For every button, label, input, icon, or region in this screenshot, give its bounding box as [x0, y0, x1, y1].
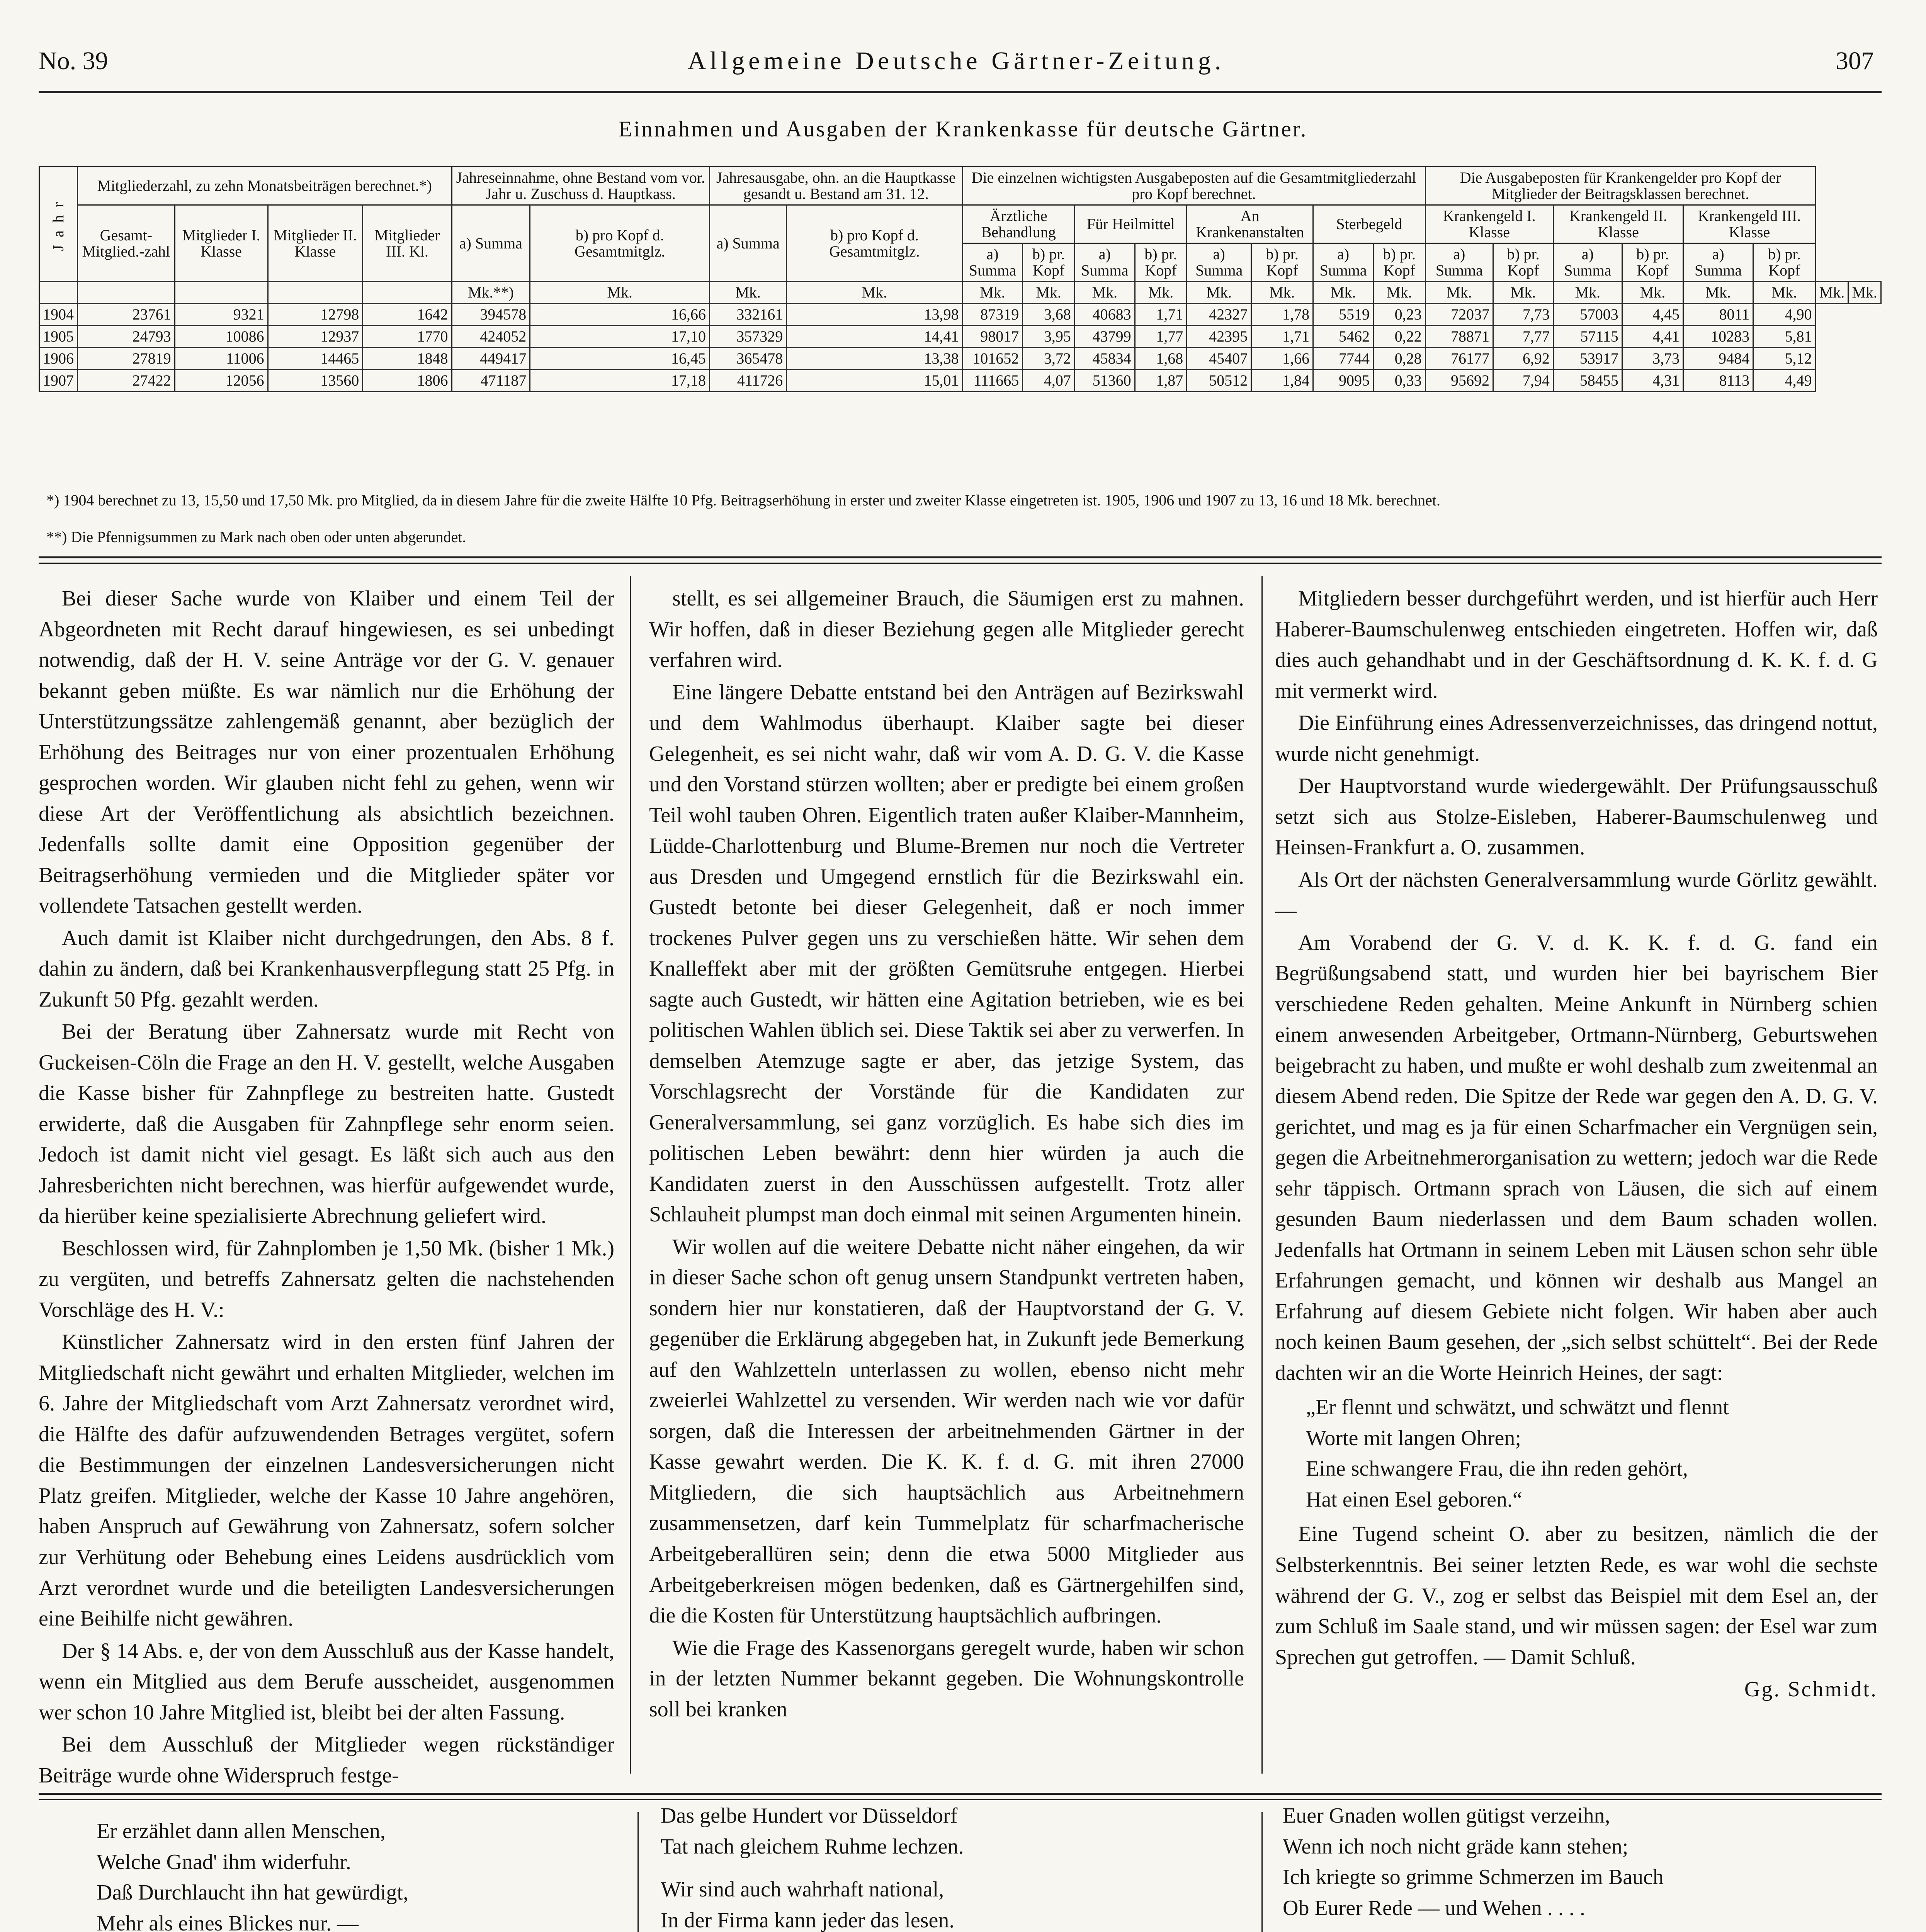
- table-cell: 58455: [1553, 370, 1622, 392]
- col-group-mitglieder: Mitgliederzahl, zu zehn Monatsbeiträgen berechnet.*): [78, 167, 452, 205]
- col-kg1: Krankengeld I. Klasse: [1425, 205, 1553, 243]
- page-number: 307: [1836, 47, 1874, 75]
- poem-line: Wir sind auch wahrhaft national,: [661, 1878, 944, 1902]
- table-header-row: [39, 205, 1881, 243]
- table-cell: 1,84: [1251, 370, 1313, 392]
- poem-line: Tat nach gleichem Ruhme lechzen.: [661, 1834, 964, 1859]
- article-paragraph: Eine längere Debatte entstand bei den Anträgen auf Bezirkswahl und dem Wahlmodus überhaupt. Klaiber sagte bei dieser Gelegenheit, es sei nicht wahr, daß wir vom A. D. G. V. die Kasse und den Vorstand stürzen wollten; aber er predigte bei einem großen Teil wohl tauben Ohren. Eigentlich traten außer Klaiber-Mannheim, Lüdde-Charlottenburg und Blume-Bremen nur noch die Vertreter aus Dresden und Umgegend ernstlich für die Bezirkswahl ein. Gustedt betonte bei dieser Gelegenheit, daß er noch immer trockenes Pulver gegen uns zu verschießen hätte. Wir sehen dem Knalleffekt aber mit der größten Gemütsruhe entgegen. Hierbei sagte auch Gustedt, wir hätten eine Agitation betrieben, wie es bei politischen Wahlen üblich sei. Diese Taktik sei aber zu verwerfen. In demselben Atemzuge sagte er aber, das jetzige System, das Vorschlagsrecht der Vorstände für die Kandidaten zur Generalversammlung, sei ganz vorzüglich. Es habe sich dies im politischen Leben bewährt: denn hier würden ja auch die Kandidaten zuerst in den Ausschüssen aufgestellt. Trotz aller Schlauheit plumpst man doch einmal mit seinen Argumenten hinein.: [649, 680, 1244, 1227]
- unit-cell: Mk.: [710, 282, 787, 304]
- unit-cell: Mk.: [1187, 282, 1251, 304]
- col-ausgabe-kopf: b) pro Kopf d. Gesamtmitglz.: [787, 205, 962, 282]
- table-cell: 365478: [710, 348, 787, 370]
- table-cell: 27819: [78, 348, 175, 370]
- unit-cell: Mk.: [1135, 282, 1187, 304]
- table-cell: 8113: [1683, 370, 1753, 392]
- table-cell: 42327: [1187, 304, 1251, 326]
- table-body: [39, 304, 1881, 392]
- table-cell: 9095: [1313, 370, 1374, 392]
- poem-line: Wenn ich noch nicht gräde kann stehen;: [1283, 1834, 1629, 1859]
- col-aerztlich: Ärztliche Behandlung: [962, 205, 1074, 243]
- sub-b: b) pr. Kopf: [1753, 243, 1816, 282]
- table-cell: 7,94: [1493, 370, 1554, 392]
- table-cell: 4,90: [1753, 304, 1816, 326]
- table-cell: 449417: [452, 348, 530, 370]
- table-footnote-2: **) Die Pfennigsummen zu Mark nach oben oder unten abgerundet.: [46, 528, 466, 546]
- col-group-posten: Die einzelnen wichtigsten Ausgabeposten auf die Gesamtmitgliederzahl pro Kopf berechnet.: [962, 167, 1425, 205]
- sub-b: b) pr. Kopf: [1023, 243, 1075, 282]
- table-cell: 51360: [1074, 370, 1135, 392]
- table-cell: 13,38: [787, 348, 962, 370]
- newspaper-title: Allgemeine Deutsche Gärtner-Zeitung.: [687, 47, 1225, 75]
- table-cell: 6,92: [1493, 348, 1554, 370]
- table-cell: 7744: [1313, 348, 1374, 370]
- table-cell: 3,72: [1023, 348, 1075, 370]
- table-cell: 4,07: [1023, 370, 1075, 392]
- unit-cell: Mk.: [1622, 282, 1683, 304]
- table-rule: [39, 556, 1882, 558]
- section-rule: [39, 1793, 1882, 1795]
- column-rule: [630, 576, 631, 1774]
- table-cell: 8011: [1683, 304, 1753, 326]
- table-cell: 471187: [452, 370, 530, 392]
- article-column-3: [1275, 583, 1878, 1705]
- unit-cell: Mk.: [1313, 282, 1374, 304]
- table-cell: 78871: [1425, 326, 1493, 348]
- table-cell: 27422: [78, 370, 175, 392]
- table-cell: 11006: [175, 348, 268, 370]
- table-row: [39, 370, 1881, 392]
- quote-line: Hat einen Esel geboren.“: [1306, 1487, 1522, 1512]
- table-cell: 45407: [1187, 348, 1251, 370]
- col-klasse3: Mitglieder III. Kl.: [363, 205, 452, 282]
- table-unit-row: [39, 282, 1881, 304]
- col-sterbegeld: Sterbegeld: [1313, 205, 1425, 243]
- table-cell: 5,12: [1753, 348, 1816, 370]
- table-cell: 10283: [1683, 326, 1753, 348]
- column-rule: [1261, 1812, 1263, 1932]
- sub-b: b) pr. Kopf: [1135, 243, 1187, 282]
- table-row: [39, 326, 1881, 348]
- table-cell: 24793: [78, 326, 175, 348]
- table-cell: 72037: [1425, 304, 1493, 326]
- year-cell: 1904: [39, 304, 78, 326]
- heine-quote: [1306, 1392, 1878, 1515]
- table-cell: 45834: [1074, 348, 1135, 370]
- year-cell: 1905: [39, 326, 78, 348]
- table-cell: 0,28: [1373, 348, 1425, 370]
- poem-line: Mehr als eines Blickes nur. —: [97, 1911, 359, 1932]
- table-cell: 3,68: [1023, 304, 1075, 326]
- article-paragraph: Künstlicher Zahnersatz wird in den ersten fünf Jahren der Mitgliedschaft nicht gewährt und erhalten Mitglieder, welchen im 6. Jahre der Mitgliedschaft vom Arzt Zahnersatz verordnet wird, die Hälfte des dafür aufzuwendenden Betrages vergütet, sofern die Bestimmungen der einzelnen Landesversicherungen nicht Platz greifen. Mitglieder, welche der Kasse 10 Jahre angehören, haben Anspruch auf Gewährung von Zahnersatz, sofern solcher zur Verhütung oder Behebung eines Leidens ausdrücklich vom Arzt verordnet wurde und die beteiligten Landesversicherungen eine Beihilfe nicht gewähren.: [39, 1330, 614, 1631]
- poem-stanza: [1283, 1801, 1878, 1923]
- article-paragraph: Bei der Beratung über Zahnersatz wurde mit Recht von Guckeisen-Cöln die Frage an den H. V. gestellt, welche Ausgaben die Kasse bisher für Zahnpflege zu bestreiten hatte. Gustedt erwiderte, daß die Ausgaben für Zahnpflege sehr enorm seien. Jedoch ist damit nicht viel gesagt. Es läßt sich auch aus den Jahresberichten nicht berechnen, was hierfür aufgewendet wurde, da hierüber keine spezialisierte Abrechnung geliefert wird.: [39, 1020, 614, 1228]
- sub-b: b) pr. Kopf: [1493, 243, 1554, 282]
- table-cell: 13,98: [787, 304, 962, 326]
- table-cell: 42395: [1187, 326, 1251, 348]
- table-cell: 98017: [962, 326, 1023, 348]
- table-cell: 76177: [1425, 348, 1493, 370]
- article-paragraph: Auch damit ist Klaiber nicht durchgedrungen, den Abs. 8 f. dahin zu ändern, daß bei Krankenhausverpflegung statt 25 Pfg. in Zukunft 50 Pfg. gezahlt werden.: [39, 926, 614, 1012]
- col-anstalten: An Krankenanstalten: [1187, 205, 1313, 243]
- table-cell: 4,45: [1622, 304, 1683, 326]
- poem-column-1: [97, 1816, 645, 1932]
- year-cell: 1907: [39, 370, 78, 392]
- table-caption: Einnahmen und Ausgaben der Krankenkasse für deutsche Gärtner.: [618, 116, 1308, 141]
- sub-b: b) pr. Kopf: [1251, 243, 1313, 282]
- table-cell: 95692: [1425, 370, 1493, 392]
- poem-line: Welche Gnad' ihm widerfuhr.: [97, 1850, 351, 1874]
- sub-a: a) Summa: [1425, 243, 1493, 282]
- table-cell: 101652: [962, 348, 1023, 370]
- table-cell: 17,10: [530, 326, 710, 348]
- sub-a: a) Summa: [1313, 243, 1374, 282]
- poem-column-2: [661, 1801, 1240, 1932]
- quote-line: Worte mit langen Ohren;: [1306, 1426, 1521, 1450]
- poem-stanza: [661, 1801, 1240, 1862]
- article-paragraph: Wir wollen auf die weitere Debatte nicht näher eingehen, da wir in dieser Sache schon oft genug unsern Standpunkt vertreten haben, sondern hier nur konstatieren, daß der Hauptvorstand der G. V. gegenüber die Erklärung abgegeben hat, in Zukunft jede Bemerkung auf den Wahlzetteln unterlassen zu wollen, ebenso nicht mehr zweierlei Wahlzettel zu versenden. Wir werden nach wie vor dafür sorgen, daß die Interessen der arbeitnehmenden Gärtner in der Kasse gewahrt werden. Die K. K. f. d. G. mit ihren 27000 Mitgliedern, die sich hauptsächlich aus Arbeitnehmern zusammensetzen, darf kein Tummelplatz für scharfmacherische Arbeitgeberallüren sein; denn die etwa 5000 Mitglieder aus Arbeitgeberkreisen mögen bedenken, daß es Gärtnergehilfen sind, die die Kosten für Unterstützung hauptsächlich aufbringen.: [649, 1235, 1244, 1628]
- article-paragraph: Wie die Frage des Kassenorgans geregelt wurde, haben wir schon in der letzten Nummer bekannt gegeben. Die Wohnungskontrolle soll bei kranken: [649, 1636, 1244, 1721]
- unit-cell: Mk.: [1683, 282, 1753, 304]
- unit-cell: Mk.: [962, 282, 1023, 304]
- col-gesamt: Gesamt-Mitglied.-zahl: [78, 205, 175, 282]
- table-cell: 111665: [962, 370, 1023, 392]
- col-klasse1: Mitglieder I. Klasse: [175, 205, 268, 282]
- table-cell: 10086: [175, 326, 268, 348]
- header-rule: [39, 91, 1882, 93]
- table-cell: 5,81: [1753, 326, 1816, 348]
- table-cell: 57003: [1553, 304, 1622, 326]
- table-cell: 1,78: [1251, 304, 1313, 326]
- col-group-krankengeld: Die Ausgabeposten für Krankengelder pro Kopf der Mitglieder der Beitragsklassen berechnet.: [1425, 167, 1816, 205]
- sub-a: a) Summa: [1553, 243, 1622, 282]
- sub-b: b) pr. Kopf: [1373, 243, 1425, 282]
- article-paragraph: stellt, es sei allgemeiner Brauch, die Säumigen erst zu mahnen. Wir hoffen, daß in dieser Beziehung gegen alle Mitglieder gerecht verfahren wird.: [649, 587, 1244, 672]
- unit-cell: Mk.: [1848, 282, 1881, 304]
- table-cell: 1642: [363, 304, 452, 326]
- table-cell: 1,71: [1135, 304, 1187, 326]
- table-cell: 57115: [1553, 326, 1622, 348]
- table-cell: 1848: [363, 348, 452, 370]
- unit-cell: Mk.: [1023, 282, 1075, 304]
- poem-line: In der Firma kann jeder das lesen.: [661, 1908, 955, 1932]
- table-cell: 1770: [363, 326, 452, 348]
- table-cell: 5462: [1313, 326, 1374, 348]
- poem-line: Ich kriegte so grimme Schmerzen im Bauch: [1283, 1865, 1664, 1889]
- poem-line: Ob Eurer Rede — und Wehen . . . .: [1283, 1896, 1585, 1920]
- col-einnahme-kopf: b) pro Kopf d. Gesamtmitglz.: [530, 205, 710, 282]
- table-cell: 0,23: [1373, 304, 1425, 326]
- poem-column-3: [1283, 1801, 1878, 1932]
- table-cell: 1806: [363, 370, 452, 392]
- table-cell: 14465: [268, 348, 363, 370]
- table-cell: 7,77: [1493, 326, 1554, 348]
- col-einnahme-summa: a) Summa: [452, 205, 530, 282]
- article-paragraph: Mitgliedern besser durchgeführt werden, und ist hierfür auch Herr Haberer-Baumschulenweg entschieden eingetreten. Hoffen wir, daß dies auch gehandhabt und in der Geschäftsordnung d. K. K. f. d. G mit vermerkt wird.: [1275, 587, 1878, 703]
- table-cell: 17,18: [530, 370, 710, 392]
- col-ausgabe-summa: a) Summa: [710, 205, 787, 282]
- table-cell: 9484: [1683, 348, 1753, 370]
- unit-cell: Mk.: [787, 282, 962, 304]
- section-rule: [39, 1799, 1882, 1800]
- column-rule: [637, 1812, 639, 1932]
- col-group-ausgabe: Jahresausgabe, ohn. an die Hauptkasse gesandt u. Bestand am 31. 12.: [710, 167, 962, 205]
- unit-cell: Mk.**): [452, 282, 530, 304]
- table-cell: 50512: [1187, 370, 1251, 392]
- table-cell: 13560: [268, 370, 363, 392]
- table-row: [39, 348, 1881, 370]
- poem-stanza: [97, 1816, 645, 1932]
- table-footnote-1: *) 1904 berechnet zu 13, 15,50 und 17,50 Mk. pro Mitglied, da in diesem Jahre für die zweite Hälfte 10 Pfg. Beitragserhöhung in erster und zweiter Klasse eingetreten ist. 1905, 1906 und 1907 zu 13, 16 und 18 Mk. berechnet.: [46, 492, 1441, 509]
- col-heilmittel: Für Heilmittel: [1074, 205, 1187, 243]
- table-cell: 1,66: [1251, 348, 1313, 370]
- article-paragraph: Bei dieser Sache wurde von Klaiber und einem Teil der Abgeordneten mit Recht darauf hingewiesen, es sei unbedingt notwendig, daß der H. V. seine Anträge vor der G. V. genauer bekannt geben müßte. Es war nämlich nur die Erhöhung der Unterstützungssätze zahlengemäß genannt, aber bezüglich der Erhöhung des Beitrages nur von einer prozentualen Erhöhung gesprochen worden. Wir glauben nicht fehl zu gehen, wenn wir diese Art der Veröffentlichung als absichtlich bezeichnen. Jedenfalls sollte damit eine Opposition gegenüber der Beitragserhöhung vermieden und die Mitglieder später vor vollendete Tatsachen gestellt werden.: [39, 587, 614, 918]
- table-cell: 40683: [1074, 304, 1135, 326]
- table-cell: 5519: [1313, 304, 1374, 326]
- article-paragraph: Am Vorabend der G. V. d. K. K. f. d. G. fand ein Begrüßungsabend statt, und wurden hier bei bayrischem Bier verschiedene Reden gehalten. Meine Ankunft in Nürnberg schien einem anwesenden Arbeitgeber, Ortmann-Nürnberg, Geburtswehen beigebracht zu haben, und mußte er wohl deshalb zum zweitenmal an diesem Abend reden. Die Spitze der Rede war gegen den A. D. G. V. gerichtet, und mag es ja für einen Scharfmacher ein Vergnügen sein, gegen die Arbeitnehmerorganisation zu wettern; jedoch war die Rede sehr täppisch. Ortmann sprach von Läusen, die sich auf einem gesunden Baum niederlassen und dem Baum schaden wollen. Jedenfalls hat Ortmann in seinem Leben mit Läusen schon sehr üble Erfahrungen gemacht, und können wir deshalb aus Mangel an Erfahrung auf diesem Gebiete nicht folgen. Wir haben aber auch noch keinen Baum gesehen, der „sich selbst schüttelt“. Bei der Rede dachten wir an die Worte Heinrich Heines, der sagt:: [1275, 930, 1878, 1385]
- unit-cell: Mk.: [1553, 282, 1622, 304]
- table-cell: 16,66: [530, 304, 710, 326]
- poem-line: Euer Gnaden wollen gütigst verzeihn,: [1283, 1804, 1610, 1828]
- col-kg3: Krankengeld III. Klasse: [1683, 205, 1816, 243]
- table-cell: 12937: [268, 326, 363, 348]
- table-cell: 0,22: [1373, 326, 1425, 348]
- col-klasse2: Mitglieder II. Klasse: [268, 205, 363, 282]
- article-paragraph: Als Ort der nächsten Generalversammlung wurde Görlitz gewählt. —: [1275, 867, 1878, 923]
- article-paragraph: Bei dem Ausschluß der Mitglieder wegen rückständiger Beiträge wurde ohne Widerspruch festge-: [39, 1733, 614, 1787]
- running-header: [39, 46, 1874, 93]
- article-paragraph: Der Hauptvorstand wurde wiedergewählt. Der Prüfungsausschuß setzt sich aus Stolze-Eisleben, Haberer-Baumschulenweg und Heinsen-Frankfurt a. O. zusammen.: [1275, 774, 1878, 860]
- table-cell: 3,95: [1023, 326, 1075, 348]
- article-paragraph: Die Einführung eines Adressenverzeichnisses, das dringend nottut, wurde nicht genehmigt.: [1275, 711, 1878, 766]
- statistics-table: [39, 166, 1882, 392]
- article-column-1: [39, 583, 614, 1793]
- table-cell: 16,45: [530, 348, 710, 370]
- table-cell: 9321: [175, 304, 268, 326]
- unit-cell: Mk.: [1251, 282, 1313, 304]
- table-row: [39, 304, 1881, 326]
- sub-a: a) Summa: [962, 243, 1023, 282]
- col-jahr: Jahr: [39, 167, 78, 282]
- poem-line: Das gelbe Hundert vor Düsseldorf: [661, 1804, 958, 1828]
- table-cell: 357329: [710, 326, 787, 348]
- table-cell: 15,01: [787, 370, 962, 392]
- table-cell: 53917: [1553, 348, 1622, 370]
- unit-cell: Mk.: [1074, 282, 1135, 304]
- poem-line: Er erzählet dann allen Menschen,: [97, 1819, 386, 1843]
- unit-cell: Mk.: [530, 282, 710, 304]
- column-rule: [1261, 576, 1263, 1774]
- unit-cell: Mk.: [1493, 282, 1554, 304]
- table-cell: 394578: [452, 304, 530, 326]
- quote-line: Eine schwangere Frau, die ihn reden gehört,: [1306, 1457, 1688, 1481]
- table-cell: 12798: [268, 304, 363, 326]
- table-cell: 411726: [710, 370, 787, 392]
- article-paragraph: Beschlossen wird, für Zahnplomben je 1,50 Mk. (bisher 1 Mk.) zu vergüten, und betreffs Zahnersatz gelten die nachstehenden Vorschläge des H. V.:: [39, 1236, 614, 1322]
- table-cell: 43799: [1074, 326, 1135, 348]
- poem-stanza: [661, 1874, 1240, 1932]
- table-cell: 1,87: [1135, 370, 1187, 392]
- article-column-2: [649, 583, 1244, 1726]
- table-cell: 1,71: [1251, 326, 1313, 348]
- table-cell: 12056: [175, 370, 268, 392]
- table-cell: 4,41: [1622, 326, 1683, 348]
- table-rule: [39, 563, 1882, 564]
- col-group-einnahme: Jahreseinnahme, ohne Bestand vom vor. Jahr u. Zuschuss d. Hauptkass.: [452, 167, 709, 205]
- unit-cell: Mk.: [1373, 282, 1425, 304]
- unit-cell: Mk.: [1816, 282, 1848, 304]
- sub-a: a) Summa: [1683, 243, 1753, 282]
- table-cell: 1,77: [1135, 326, 1187, 348]
- quote-line: „Er flennt und schwätzt, und schwätzt und flennt: [1306, 1395, 1729, 1420]
- table-cell: 1,68: [1135, 348, 1187, 370]
- article-paragraph: Der § 14 Abs. e, der von dem Ausschluß aus der Kasse handelt, wenn ein Mitglied aus dem Berufe ausscheidet, ausgenommen wer schon 10 Jahre Mitglied ist, bleibt bei der alten Fassung.: [39, 1639, 614, 1725]
- table-cell: 3,73: [1622, 348, 1683, 370]
- table-cell: 332161: [710, 304, 787, 326]
- table-cell: 4,49: [1753, 370, 1816, 392]
- unit-cell: Mk.: [1425, 282, 1493, 304]
- sub-a: a) Summa: [1187, 243, 1251, 282]
- table-cell: 87319: [962, 304, 1023, 326]
- table-cell: 14,41: [787, 326, 962, 348]
- table-cell: 23761: [78, 304, 175, 326]
- issue-number: No. 39: [39, 47, 108, 75]
- article-signature: Gg. Schmidt.: [1744, 1677, 1878, 1702]
- table-cell: 7,73: [1493, 304, 1554, 326]
- table-cell: 4,31: [1622, 370, 1683, 392]
- poem-line: Daß Durchlaucht ihn hat gewürdigt,: [97, 1881, 409, 1905]
- sub-a: a) Summa: [1074, 243, 1135, 282]
- article-paragraph: Eine Tugend scheint O. aber zu besitzen, nämlich die der Selbsterkenntnis. Bei seiner letzten Rede, es war wohl die sechste während der G. V., zog er selbst das Beispiel mit dem Esel an, der zum Schluß im Saale stand, und wir müssen sagen: der Esel war zum Sprechen gut getroffen. — Damit Schluß.: [1275, 1522, 1878, 1669]
- table-cell: 0,33: [1373, 370, 1425, 392]
- table-header-row: [39, 167, 1881, 205]
- sub-b: b) pr. Kopf: [1622, 243, 1683, 282]
- table-cell: 424052: [452, 326, 530, 348]
- unit-cell: Mk.: [1753, 282, 1816, 304]
- year-cell: 1906: [39, 348, 78, 370]
- col-kg2: Krankengeld II. Klasse: [1553, 205, 1683, 243]
